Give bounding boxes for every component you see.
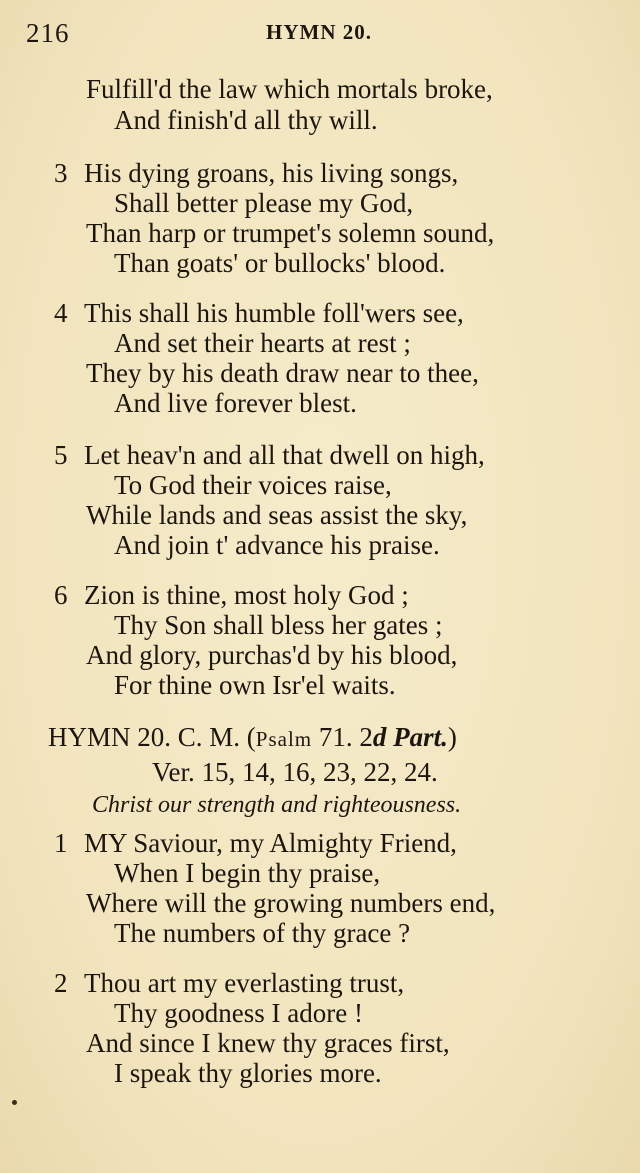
- hymn-subtitle: Christ our strength and righteousness.: [92, 792, 462, 818]
- ink-spot: [12, 1100, 17, 1105]
- stanza-line: 6 Zion is thine, most holy God ;: [54, 580, 409, 610]
- stanza-number: 5: [54, 440, 68, 470]
- stanza-line: When I begin thy praise,: [114, 858, 381, 888]
- stanza-line: 1 MY Saviour, my Almighty Friend,: [54, 828, 457, 858]
- verses-reference: Ver. 15, 14, 16, 23, 22, 24.: [152, 757, 438, 787]
- stanza-number: 3: [54, 158, 68, 188]
- stanza-line: Than goats' or bullocks' blood.: [114, 248, 446, 278]
- stanza-line: And since I knew thy graces first,: [86, 1028, 450, 1058]
- stanza-line: 4 This shall his humble foll'wers see,: [54, 298, 464, 328]
- stanza-line: For thine own Isr'el waits.: [114, 670, 396, 700]
- stanza-line: I speak thy glories more.: [114, 1058, 382, 1088]
- stanza-line: And set their hearts at rest ;: [114, 328, 411, 358]
- continuation-line: And finish'd all thy will.: [114, 105, 378, 135]
- stanza-line: And glory, purchas'd by his blood,: [86, 640, 458, 670]
- stanza-line: Shall better please my God,: [114, 188, 414, 218]
- stanza-line: Thy Son shall bless her gates ;: [114, 610, 443, 640]
- page-header: [26, 18, 580, 54]
- stanza-line: The numbers of thy grace ?: [114, 918, 411, 948]
- stanza-number: 4: [54, 298, 68, 328]
- stanza-number: 1: [54, 828, 68, 858]
- stanza-line: And live forever blest.: [114, 388, 357, 418]
- stanza-line: Where will the growing numbers end,: [86, 888, 496, 918]
- page-number: 216: [26, 18, 70, 48]
- stanza-number: 6: [54, 580, 68, 610]
- stanza-number: 2: [54, 968, 68, 998]
- continuation-line: Fulfill'd the law which mortals broke,: [86, 74, 493, 104]
- stanza-line: And join t' advance his praise.: [114, 530, 440, 560]
- stanza-line: 5 Let heav'n and all that dwell on high,: [54, 440, 485, 470]
- stanza-line: Than harp or trumpet's solemn sound,: [86, 218, 495, 248]
- stanza-line: To God their voices raise,: [114, 470, 392, 500]
- stanza-line: Thy goodness I adore !: [114, 998, 363, 1028]
- stanza-line: 2 Thou art my everlasting trust,: [54, 968, 405, 998]
- stanza-line: 3 His dying groans, his living songs,: [54, 158, 459, 188]
- stanza-line: They by his death draw near to thee,: [86, 358, 479, 388]
- hymn-title: HYMN 20. C. M. (Psalm 71. 2d Part.): [48, 722, 457, 752]
- running-head: HYMN 20.: [266, 20, 372, 44]
- stanza-line: While lands and seas assist the sky,: [86, 500, 468, 530]
